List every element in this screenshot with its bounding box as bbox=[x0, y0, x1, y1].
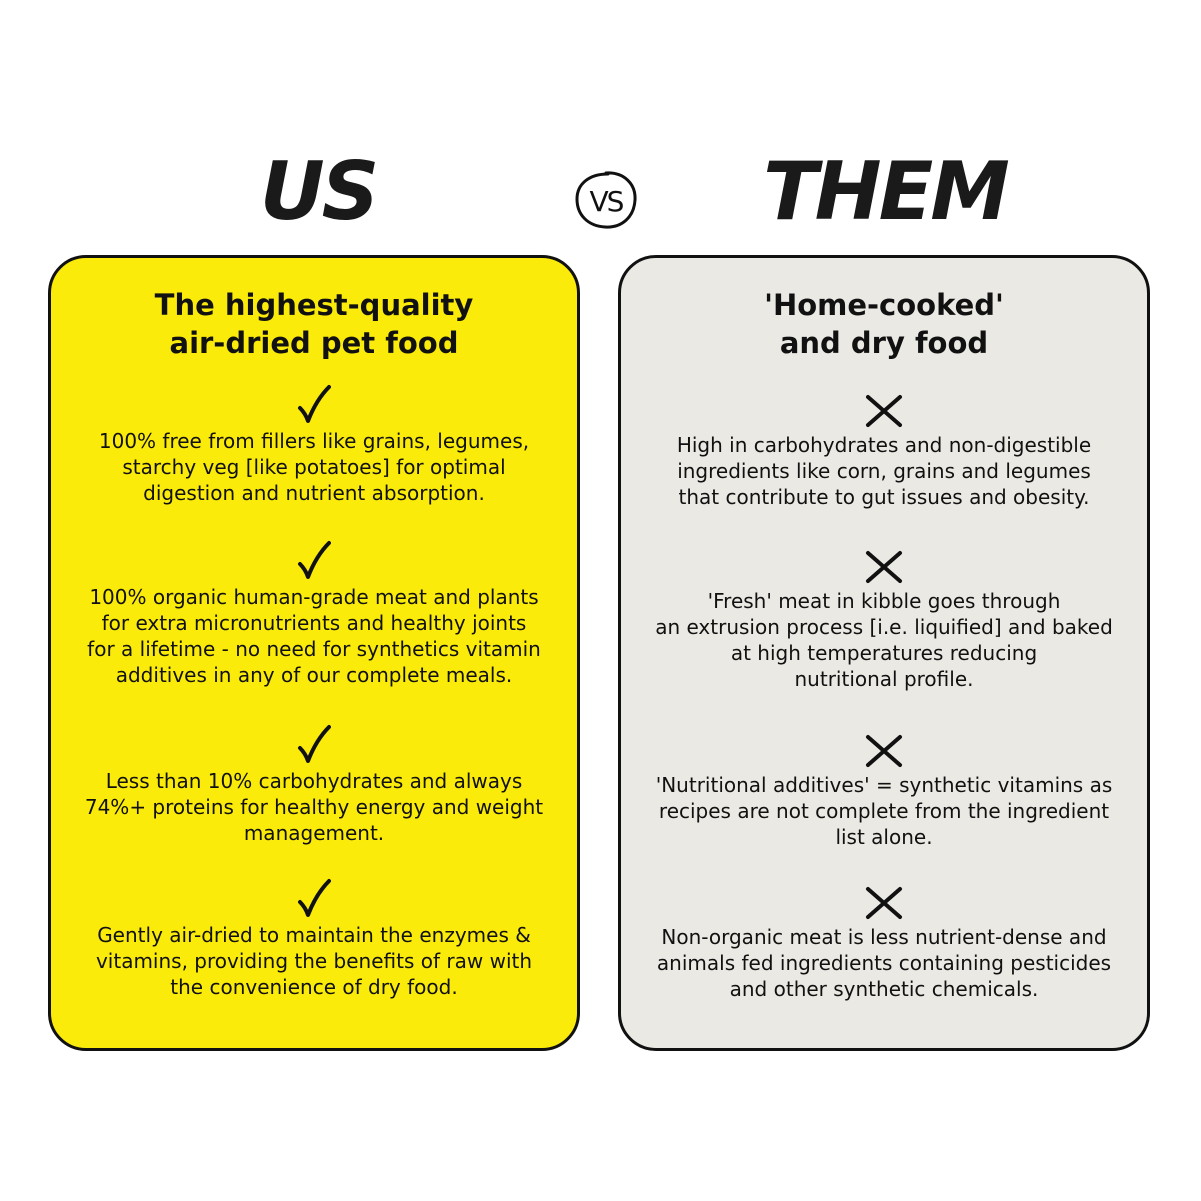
check-icon bbox=[297, 540, 331, 580]
us-benefit-text: Gently air-dried to maintain the enzymes & vitamins, providing the benefits of raw with the convenience of dry food. bbox=[95, 923, 533, 999]
them-drawback-text: High in carbohydrates and non-digestible ingredients like corn, grains and legumes that contribute to gut issues and obesity. bbox=[676, 433, 1092, 509]
us-benefit-text: 100% free from fillers like grains, legumes, starchy veg [like potatoes] for optimal digestion and nutrient absorption. bbox=[98, 429, 530, 505]
cross-icon bbox=[864, 394, 904, 428]
them-drawback-item bbox=[621, 886, 1147, 1002]
us-benefit-item bbox=[51, 724, 577, 846]
them-heading: THEM bbox=[763, 145, 1007, 238]
us-benefit-text: Less than 10% carbohydrates and always 74%+ proteins for healthy energy and weight management. bbox=[84, 769, 544, 845]
us-benefit-text: 100% organic human-grade meat and plants for extra micronutrients and healthy joints for a lifetime - no need for synthetics vitamin additives in any of our complete meals. bbox=[87, 585, 541, 687]
us-benefit-item bbox=[51, 878, 577, 1000]
vs-label: VS bbox=[589, 185, 623, 218]
us-panel-title: The highest-quality air-dried pet food bbox=[154, 288, 474, 360]
check-icon bbox=[297, 724, 331, 764]
them-drawback-item bbox=[621, 734, 1147, 850]
check-icon bbox=[297, 878, 331, 918]
them-drawback-text: 'Nutritional additives' = synthetic vitamins as recipes are not complete from the ingredient list alone. bbox=[655, 773, 1113, 849]
us-heading: US bbox=[259, 145, 377, 238]
us-benefit-item bbox=[51, 384, 577, 506]
them-drawback-item bbox=[621, 394, 1147, 510]
check-icon bbox=[297, 384, 331, 424]
them-drawback-text: 'Fresh' meat in kibble goes through an extrusion process [i.e. liquified] and baked at high temperatures reducing nutritional profile. bbox=[655, 589, 1113, 691]
them-drawback-text: Non-organic meat is less nutrient-dense and animals fed ingredients containing pesticides and other synthetic chemicals. bbox=[656, 925, 1112, 1001]
cross-icon bbox=[864, 886, 904, 920]
us-panel bbox=[48, 255, 580, 1051]
cross-icon bbox=[864, 734, 904, 768]
us-benefit-item bbox=[51, 540, 577, 688]
them-panel-title: 'Home-cooked' and dry food bbox=[764, 288, 1004, 360]
cross-icon bbox=[864, 550, 904, 584]
vs-icon bbox=[572, 169, 640, 231]
them-panel bbox=[618, 255, 1150, 1051]
them-drawback-item bbox=[621, 550, 1147, 692]
